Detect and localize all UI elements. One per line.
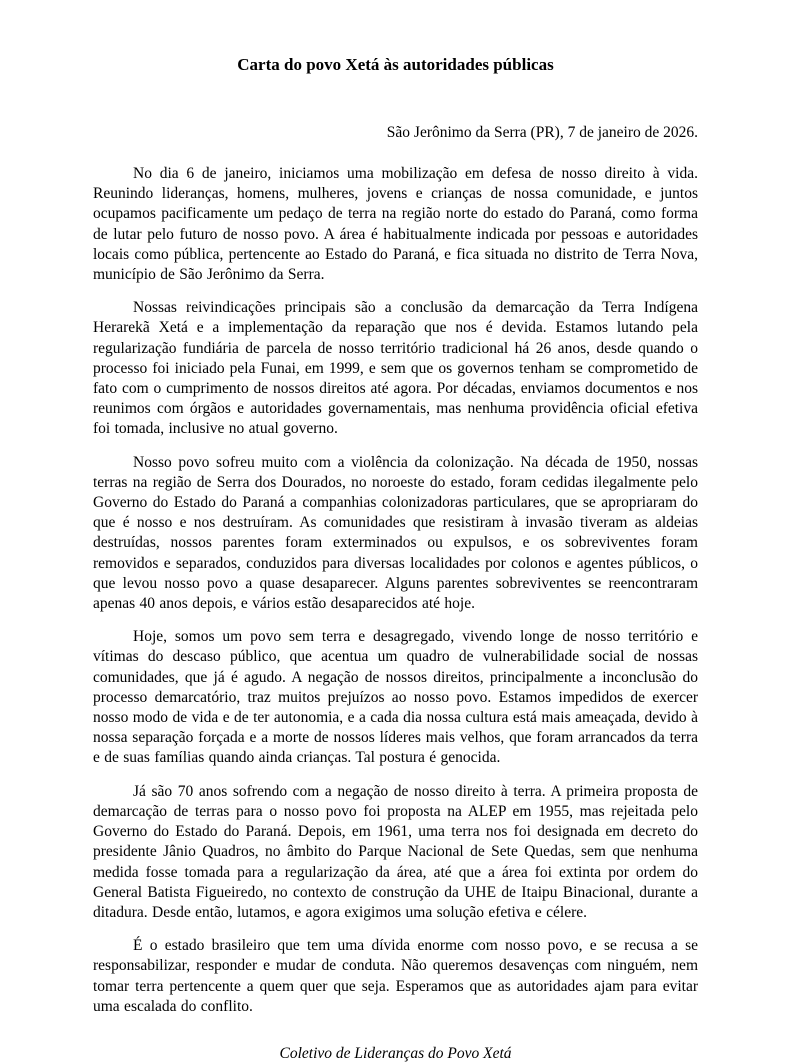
paragraph-5: Já são 70 anos sofrendo com a negação de nosso direito à terra. A primeira proposta de demarcação de terras para o nosso povo foi proposta na ALEP em 1955, mas rejeitada pelo Governo do Estado do Paraná. Depois, em 1961, uma terra nos foi designada em decreto do presidente Jânio Quadros, no âmbito do Parque Nacional de Sete Quedas, sem que nenhuma medida fosse tomada para a regularização da área, até que a área foi extinta por ordem do General Batista Figueiredo, no contexto de construção da UHE de Itaipu Binacional, durante a ditadura. Desde então, lutamos, e agora exigimos uma solução efetiva e célere. bbox=[93, 782, 698, 921]
paragraph-6: É o estado brasileiro que tem uma dívida enorme com nosso povo, e se recusa a se responsabilizar, responder e mudar de conduta. Não queremos desavenças com ninguém, nem tomar terra pertencente a quem quer que seja. Esperamos que as autoridades ajam para evitar uma escalada do conflito. bbox=[93, 937, 698, 1015]
paragraph-3: Nosso povo sofreu muito com a violência da colonização. Na década de 1950, nossas terras na região de Serra dos Dourados, no noroeste do estado, foram cedidas ilegalmente pelo Governo do Estado do Paraná a companhias colonizadoras particulares, que se apropriaram do que é nosso e nos destruíram. As comunidades que resistiram à invasão tiveram as aldeias destruídas, nossos parentes foram exterminados ou expulsos, e os sobreviventes foram removidos e separados, conduzidos para diversas localidades por colonos e agentes públicos, o que levou nosso povo a quase desaparecer. Alguns parentes sobreviventes se reencontraram apenas 40 anos depois, e vários estão desaparecidos até hoje. bbox=[93, 453, 698, 613]
document-title: Carta do povo Xetá às autoridades públicas bbox=[237, 55, 554, 74]
paragraph-2: Nossas reivindicações principais são a conclusão da demarcação da Terra Indígena Herarekã Xetá e a implementação da reparação que nos é devida. Estamos lutando pela regularização fundiária de parcela de nosso território tradicional há 26 anos, desde quando o processo foi iniciado pela Funai, em 1999, e sem que os governos tenham se comprometido de fato com o cumprimento de nossos direitos até agora. Por décadas, enviamos documentos e nos reunimos com órgãos e autoridades governamentais, mas nenhuma providência oficial efetiva foi tomada, inclusive no atual governo. bbox=[93, 299, 698, 438]
paragraph-4: Hoje, somos um povo sem terra e desagregado, vivendo longe de nosso território e vítimas do descaso público, que acentua um quadro de vulnerabilidade social de nossas comunidades, que já é agudo. A negação de nossos direitos, principalmente a inconclusão do processo demarcatório, traz muitos prejuízos ao nosso povo. Estamos impedidos de exercer nosso modo de vida e de ter autonomia, e a cada dia nossa cultura está mais ameaçada, devido à nossa separação forçada e a morte de nossos líderes mais velhos, que foram arrancados da terra e de suas famílias quando ainda crianças. Tal postura é genocida. bbox=[93, 628, 698, 767]
dateline: São Jerônimo da Serra (PR), 7 de janeiro de 2026. bbox=[386, 124, 698, 141]
signature-line: Coletivo de Lideranças do Povo Xetá bbox=[279, 1044, 512, 1062]
paragraph-1: No dia 6 de janeiro, iniciamos uma mobilização em defesa de nosso direito à vida. Reunindo lideranças, homens, mulheres, jovens e crianças de nossa comunidade, e juntos ocupamos pacificamente um pedaço de terra na região norte do estado do Paraná, como forma de lutar pelo futuro de nosso povo. A área é habitualmente indicada por pessoas e autoridades locais como pública, pertencente ao Estado do Paraná, e fica situada no distrito de Terra Nova, município de São Jerônimo da Serra. bbox=[93, 165, 698, 284]
letter-body bbox=[93, 164, 698, 1017]
